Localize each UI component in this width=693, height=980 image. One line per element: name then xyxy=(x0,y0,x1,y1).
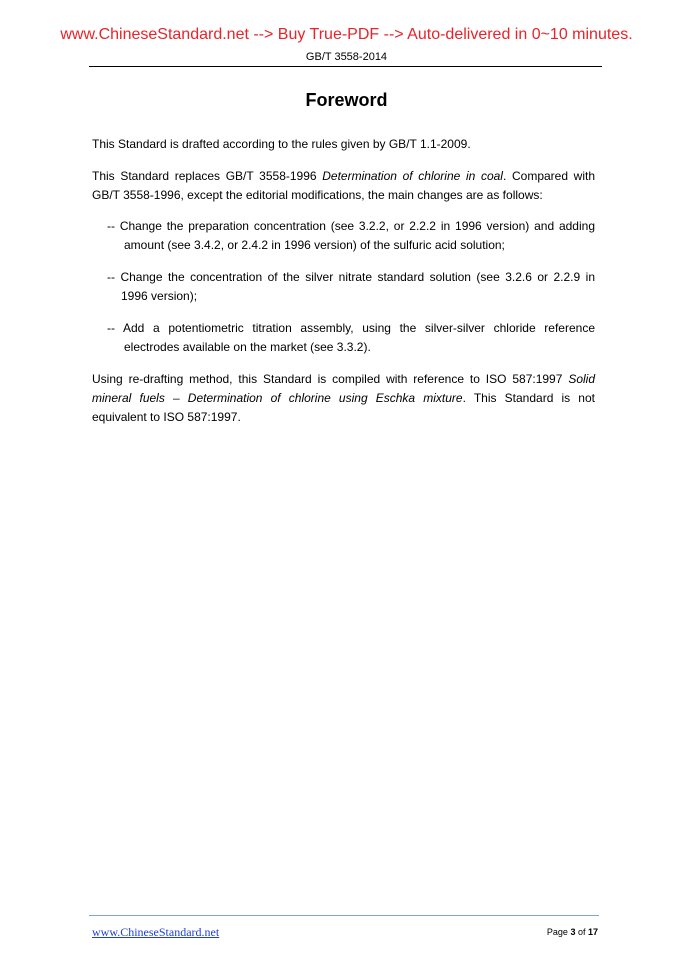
list-item xyxy=(107,319,595,357)
list-dash: -- xyxy=(107,270,121,284)
page-current: 3 xyxy=(570,927,576,937)
list-item xyxy=(107,268,595,306)
replacement-text-end: . Compared with GB/T 3558-1996, except the editorial modifications, the main changes are as follows: xyxy=(92,169,596,202)
list-item-text: Change the preparation concentration (see 3.2.2, or 2.2.2 in 1996 version) and adding amount (see 3.4.2, or 2.4.2 in 1996 version) of the sulfuric acid solution; xyxy=(119,219,595,252)
paragraph-replacement xyxy=(92,167,595,205)
standard-code: GB/T 3558-2014 xyxy=(305,51,388,63)
list-dash: -- xyxy=(107,219,120,233)
promo-banner-link[interactable]: www.ChineseStandard.net --> Buy True-PDF --> Auto-delivered in 0~10 minutes. xyxy=(60,26,633,43)
paragraph-drafting-rules: This Standard is drafted according to the rules given by GB/T 1.1-2009. xyxy=(92,137,471,151)
list-item-text: Change the concentration of the silver nitrate standard solution (see 3.2.6 or 2.2.9 in 1996 version); xyxy=(120,270,595,303)
page-total: 17 xyxy=(587,927,598,937)
page-number xyxy=(547,927,598,937)
footer-divider xyxy=(89,915,599,916)
footer-website-link[interactable]: www.ChineseStandard.net xyxy=(92,925,220,939)
replacement-text-start: This Standard replaces GB/T 3558-1996 xyxy=(92,169,323,183)
list-item-text: Add a potentiometric titration assembly, using the silver-silver chloride reference electrodes available on the market (see 3.3.2). xyxy=(123,321,595,354)
iso-text-start: Using re-drafting method, this Standard is compiled with reference to ISO 587:1997 xyxy=(92,372,569,386)
header-divider xyxy=(89,66,602,67)
page-prefix: Page xyxy=(546,927,571,937)
page-title: Foreword xyxy=(305,90,388,110)
list-dash: -- xyxy=(107,321,123,335)
document-body xyxy=(92,135,595,439)
iso-standard-title: Solid mineral fuels – Determination of chlorine using Eschka mixture xyxy=(92,372,595,405)
list-item xyxy=(107,217,595,255)
paragraph-iso-reference xyxy=(92,370,595,427)
page-of: of xyxy=(575,927,588,937)
replaced-standard-title: Determination of chlorine in coal xyxy=(322,169,503,183)
iso-text-end: . This Standard is not equivalent to ISO 587:1997. xyxy=(92,391,595,424)
